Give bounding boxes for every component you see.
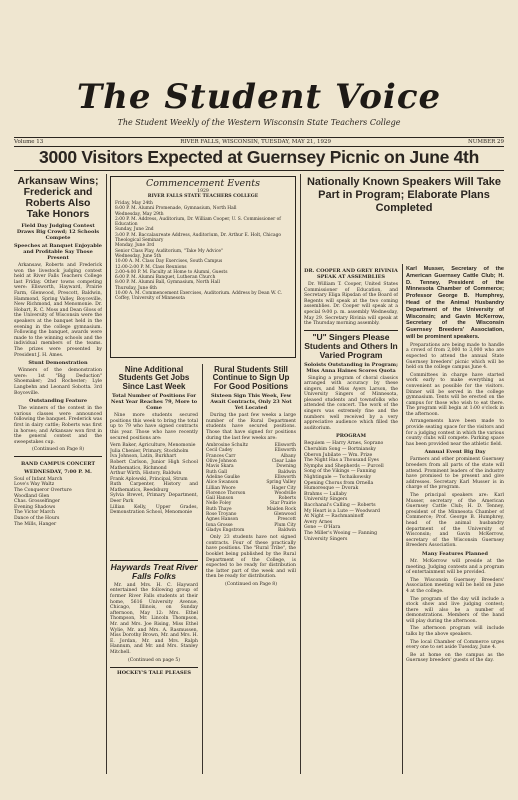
rural-article: [206, 366, 296, 776]
school-location: Clear Lake: [271, 459, 296, 465]
guernsey-body-5: The principal speakers are: Karl Musser, secretary of the American Guernsey Cattle Club; H. D. Tenney, president of the Minnesota Chamber of Commerce; Prof. George B. Humphrey, head of the animal husbandry department of the University of Wisconsin; and Gavin McKerrow, secretary of the Wisconsin Guernsey Breeders Association.: [406, 493, 504, 549]
commencement-event: 2:00-4:00 P. M. Faculty at Home to Alumni, Guests: [115, 269, 228, 275]
column-rule: [402, 264, 403, 774]
masthead-subtitle: The Student Weekly of the Western Wisconsin State Teachers College: [117, 118, 401, 127]
position-entry: Ruth Carpenter, History and Mathematics, Reedsburg: [110, 482, 198, 493]
nine-positions-list: [110, 443, 198, 516]
rural-continued: (Continued on Page 8): [224, 581, 278, 587]
masthead-title: The Student Voice: [76, 77, 442, 117]
program-item: The Night Has a Thousand Eyes: [304, 458, 379, 464]
student-name: Ruth Thaye: [206, 506, 232, 512]
band-concert-box: [14, 456, 102, 527]
student-name: Agnes Hanson: [206, 517, 239, 523]
stunt-heading: Stunt Demonstration: [28, 360, 88, 367]
position-entry: Sylvia Brevet, Primary Department, Deer Park: [110, 493, 198, 505]
commencement-title: Commencement Events: [145, 178, 260, 189]
commencement-event: 8:00 P. M. Alumni Promenade, Gymnasium, North Hall: [115, 206, 237, 212]
program-item: Oberon Jubilate — Wm. Prize: [304, 452, 373, 458]
band-program-item: Evening Shadows: [14, 504, 56, 510]
band-concert-date: WEDNESDAY, 7:00 P. M.: [24, 468, 92, 475]
program-item: Bacchanal's Calling — Roberts: [304, 502, 376, 508]
commencement-box: [110, 176, 296, 358]
nine-headline: Nine Additional Students Get Jobs Since Last Week: [118, 366, 190, 391]
commencement-event: 6:00 P. M. Alumni Banquet, Lutheran Church: [115, 275, 216, 281]
student-name: Cecil Cadey: [206, 448, 233, 454]
commencement-event: Wednesday, May 29th: [115, 211, 164, 217]
guernsey-body-7: The Wisconsin Guernsey Breeders' Association meeting will be held on June 4 at the college.: [406, 577, 504, 594]
program-item: Nightingale — Tschaikowsky: [304, 475, 372, 481]
guernsey-body-3: Arrangements have been made to provide seating space for the visitors and for a judging contest in which the various county clubs will compete. Parking space has been provided near the athletic field.: [406, 419, 504, 447]
result-body: The winners of the contest in the various classes were announced following the banquet. Frederick was first in dairy cattle; Roberts was first in horses; and Arkansaw won first in the general contest and the sweepstakes cup.: [14, 406, 102, 445]
commencement-event: 10:00 A. M. Class Day Exercises, South Campus: [115, 259, 223, 265]
school-location: Glenwood: [273, 512, 296, 517]
commencement-event: Friday, May 24th: [115, 200, 153, 206]
band-program-item: The Conqueror Overture: [14, 488, 72, 494]
rural-positions-list: [206, 443, 296, 533]
position-entry: Arthur Wirth, History, Baldwin: [110, 471, 182, 477]
student-name: Iona Grosse: [206, 522, 233, 528]
student-name: Gladys Engstrom: [206, 527, 245, 533]
school-location: Baldwin: [277, 527, 296, 533]
arkansaw-article: [14, 176, 102, 776]
program-item: University Singers: [304, 497, 348, 503]
cooper-heading: DR. COOPER AND GREY RIVINIA SPEAK AT ASSEMBLIES: [304, 268, 398, 280]
arkansaw-subhead-2: Speeches at Banquet Enjoyable and Profitable Say Those Present: [14, 243, 102, 262]
arkansaw-continued: (Continued on Page 8): [31, 447, 85, 453]
school-location: Spring Valley: [266, 480, 296, 486]
commencement-event: 8:00 P. M. Alumni Ball, Gymnasium, North Hall: [115, 280, 220, 286]
commencement-event: Wednesday, June 5th: [115, 253, 162, 259]
student-name: Gail Hanson: [206, 496, 234, 502]
student-name: Florence Thorson: [206, 490, 246, 496]
school-location: Star Prairie: [269, 501, 296, 507]
program-item: Cherubim Song — Bortniansky: [304, 447, 376, 453]
volume-number: Volume 13: [14, 139, 44, 145]
singers-body: Singing a program of choral classics arranged with accuracy by these singers, and Miss Ayers Larson, the University Singers of Minnesota, pleased students and townsfolks who attended the concert. The work of the singers was extremely fine and the numbers well received by a very appreciative audience which filled the auditorium.: [304, 375, 398, 431]
school-location: Roberts: [278, 496, 296, 502]
program-item: Gone — O'Hara: [304, 525, 341, 531]
school-location: Ellsworth: [274, 443, 296, 449]
commencement-school: RIVER FALLS STATE TEACHERS COLLEGE: [147, 193, 259, 199]
student-name: Lillian Woore: [206, 485, 236, 491]
issue-number: NUMBER 29: [467, 139, 504, 145]
school-location: Downing: [276, 464, 296, 470]
program-item: Opening Chorus from Ornella: [304, 480, 374, 486]
band-program-item: Dance of the Hours: [14, 516, 60, 522]
place-date: RIVER FALLS, WISCONSIN, TUESDAY, MAY 21, 1929: [180, 139, 332, 145]
band-program-item: The Victor March: [14, 510, 55, 516]
column-rule: [106, 174, 107, 774]
rural-body: During the past few weeks a large number of the Rural Department students have secured positions. Those that have signed for positions during the last few weeks are:: [206, 413, 296, 441]
school-location: Baldwin: [277, 469, 296, 475]
rural-tail: Only 23 students have not signed contracts. Four of these practically have positions. The "Rural Tribe", the booklet being published by the Rural Department of the College, is expected to be ready for distribution the latter part of the week and will then be ready for distribution.: [206, 535, 296, 580]
guernsey-body-4: Farmers and other prominent Guernsey breeders from all parts of the state will attend. Prominent leaders of the industry have promised to be present and give addresses. Secretary Karl Musser is in charge of the program.: [406, 457, 504, 491]
cooper-body: Dr. William T. Cooper, United States Commissioner of Education, and Secretary Eliga Ripsdan of the Board of Regents will speak at the two coming assemblies. Dr. Cooper will speak at a special 9:00 p. m. assembly Wednesday, May 29. Secretary Rivinia will speak at the Thursday morning assembly.: [304, 282, 398, 327]
masthead: [14, 78, 504, 127]
guernsey-body-6: Mr. McKerrow will preside at the meeting. Judging contests and a program of entertainment will be provided.: [406, 558, 504, 576]
arkansaw-headline: Arkansaw Wins; Frederick and Roberts Also Take Honors: [17, 176, 99, 221]
singers-headline: "U" Singers Please Students and Others In Varied Program: [304, 331, 398, 360]
result-heading: Outstanding Feature: [28, 398, 88, 405]
position-entry: Frank Aplowski, Principal, Strum: [110, 476, 188, 482]
program-item: University Singers: [304, 536, 348, 542]
program-item: Brahms — Lullaby: [304, 491, 347, 497]
nine-students-article: [110, 366, 198, 556]
student-name: Alice Swanson: [206, 480, 239, 486]
haywards-headline: Haywards Treat River Falls Folks: [110, 562, 198, 581]
position-entry: Iva Johnson, Latin, Burkhart: [110, 454, 177, 460]
haywards-body: Mr. and Mrs. H. C. Hayward entertained the following group of former River Falls students at their home, 5616 University Avenue, Chicago, Illinois, on Sunday afternoon, May 12: Mrs. Ethel Thompson, Mr. Lincoln Thompson, Mr. and Mrs. Joe Rising, Miss Ethel Wylie, Mr. and Mrs. A. Rasmussen, Miss Dorothy Brown, Mr. and Mrs. H. E. Jordan, Mr. and Mrs. Ralph Hannum, and Mr. and Mrs. Stanley Mitchell.: [110, 582, 198, 655]
program-item: Avery Arnes: [304, 519, 333, 525]
commencement-event: 10:00 A. M. Commencement Exercises, Auditorium. Address by Dean W. C. Coffey, University of Minnesota: [115, 291, 283, 302]
commencement-event: Monday, June 3rd: [115, 243, 155, 249]
school-location: Hager City: [271, 485, 296, 491]
school-location: Albany: [280, 453, 296, 459]
student-name: Mavis Skara: [206, 464, 234, 470]
nine-body: Nine more students secured positions this week to bring the total up to 79 who have signed contracts this year. Those who have recently secured positions are:: [110, 413, 198, 441]
commencement-events-list: [115, 201, 291, 302]
haywards-article: [110, 560, 198, 774]
arkansaw-body: Arkansaw, Roberts and Frederick won the livestock judging contest held at River Falls Teachers College last Friday. Other towns competing were: Ellsworth, Hayward, Prairie Farm, Glenwood, Prescott, Baldwin, Hammond, Spring Valley, Boyceville, New Richmond, and Menomonie. Dr. Hobart, R. C. Moss and Dean Gloss of the University of Wisconsin were the speakers at the banquet held in the evening in the college gymnasium. Following the banquet, awards were made to the winning schools and the individual members of the teams. The prizes were presented by President J. H. Ames.: [14, 263, 102, 358]
guernsey-body-11: Be at home on the campus as the Guernsey breeders' guests of the day.: [406, 652, 504, 664]
features-heading: Many Features Planned: [422, 550, 488, 557]
nine-subhead: Total Number of Positions For Next Year Reaches 79, More to Come: [110, 393, 198, 412]
guernsey-speakers-column: [406, 266, 504, 776]
program-item: Song of the Vikings — Fanning: [304, 469, 376, 475]
commencement-year: 1929: [197, 188, 209, 194]
singers-program-list: [304, 441, 398, 542]
school-location: Ellsworth: [274, 448, 296, 454]
student-name: Adeline Gaulke: [206, 474, 240, 480]
school-location: Maiden Rock: [266, 506, 296, 512]
position-entry: Julia Chenier, Primary, Stockholm: [110, 448, 189, 454]
nationally-headline: Nationally Known Speakers Will Take Part in Program; Elaborate Plans Completed: [306, 176, 502, 214]
commencement-event: Sunday, June 2nd: [115, 227, 154, 233]
student-name: Ambrosine Schultz: [206, 443, 248, 449]
school-location: Ellsworth: [274, 474, 296, 480]
program-heading: PROGRAM: [335, 433, 367, 440]
student-name: Rose Troyano: [206, 512, 237, 517]
column-rule: [300, 174, 301, 774]
program-item: Requiem — Harry Arnes, Soprano: [304, 441, 384, 447]
guernsey-body-10: The local Chamber of Commerce urges every one to set aside Tuesday, June 4.: [406, 639, 504, 651]
band-program-item: Soul of Infant March: [14, 476, 63, 482]
school-location: Woodville: [274, 490, 296, 496]
position-entry: Lillian Kelly, Upper Grades, Demonstration School, Menomonie: [110, 504, 198, 516]
annual-event-heading: Annual Event Big Day: [424, 449, 486, 456]
banner-headline: 3000 Visitors Expected at Guernsey Picnic on June 4th: [14, 146, 504, 171]
band-program-item: Woodland Glen: [14, 493, 50, 499]
commencement-event: 3:00 P. M. Baccalaureate Address, Auditorium, Dr. Arthur E. Holt, Chicago Theological Seminary: [115, 232, 282, 244]
school-location: Plum City: [274, 522, 296, 528]
band-concert-title: BAND CAMPUS CONCERT: [20, 460, 96, 467]
commencement-event: 12:00-2:00 P. M. Class Reunions: [115, 264, 187, 270]
musser-heading: Karl Musser, Secretary of the American Guernsey Cattle Club; H. D. Tenney, President of the Minnesota Chamber of Commerce; Professor George B. Humphrey, Head of the Animal Husbandry Department of the University of Wisconsin; and Gavin McKerrow, Secretary of the Wisconsin Guernsey Breeders' Association, will be prominent speakers.: [406, 266, 504, 340]
position-entry: Robert Carlson, Junior High School Mathematics, Richmond: [110, 459, 198, 471]
guernsey-body-9: The afternoon program will include talks by the above speakers.: [406, 626, 504, 638]
student-name: Frances Carr: [206, 453, 236, 459]
hockey-headline: HOCKEY'S TALE PLEASES: [110, 667, 198, 676]
commencement-event: Thursday, June 6th: [115, 285, 157, 291]
band-program-item: The Mills, Hanger: [14, 521, 57, 527]
band-program-item: Love's Way Waltz: [14, 482, 55, 488]
guernsey-body-2: Committees in charge have started work early to make everything as convenient as possible for the visitors. Dinner will be served in the college gymnasium. Tents will be erected on the campus for those who wish to eat there. The program will begin at 1:00 o'clock in the afternoon.: [406, 372, 504, 417]
student-name: Ruth Gall: [206, 469, 228, 475]
student-name: Olive Johnson: [206, 459, 237, 465]
arkansaw-subhead: Field Day Judging Contest Draws Big Crowd; 12 Schools Compete: [16, 223, 100, 242]
speakers-singers-column: [304, 266, 398, 776]
band-program-item: Chas. Grosselfinger: [14, 499, 60, 505]
program-item: Nymphs and Shepherds — Purcell: [304, 463, 384, 469]
program-item: The Miller's Wooing — Fanning: [304, 530, 378, 536]
column-rule: [202, 364, 203, 774]
guernsey-body-8: The program of the day will include a stock show and live judging contest; there will also be a number of demonstrations. Members of the band will play during the afternoon.: [406, 596, 504, 624]
program-item: At Night — Rachmaninoff: [304, 514, 364, 520]
band-program-list: [14, 477, 102, 527]
commencement-event: Senior Class Play, Auditorium, "Take My Advice": [115, 248, 224, 254]
rural-position-row: [206, 528, 296, 533]
program-item: My Heart is a Lute — Woodward: [304, 508, 380, 514]
stunt-body: Winners of the demonstration were: 1st "Big Deduction" Shoemaker; 2nd Rochester; Lyle Langbehn and Leonard Sobotta. 3rd Boyceville.: [14, 368, 102, 396]
position-entry: Vern Baker, Agriculture, Menomonie: [110, 443, 196, 449]
school-location: Prescott: [277, 517, 296, 523]
program-item: Humoresque — Dvorak: [304, 486, 359, 492]
commencement-event: 2:00 P. M. Address, Auditorium, Dr. William Cooper, U. S. Commissioner of Education: [115, 216, 281, 228]
rural-headline: Rural Students Still Continue to Sign Up For Good Positions: [212, 366, 290, 391]
haywards-continued: (Continued on page 5): [127, 657, 181, 663]
singers-subhead: Soloists Outstanding in Program; Miss Anna Haines Scores Quota: [304, 361, 398, 374]
rural-subhead: Sixteen Sign This Week, Few Await Contracts, Only 23 Not Yet Located: [210, 393, 292, 412]
guernsey-body-1: Preparations are being made to handle a crowd of from 2,000 to 3,000 who are expected to attend the annual State Guernsey breeders' picnic which will be held on the college campus June 4.: [406, 342, 504, 371]
student-name: Nelle Foley: [206, 501, 232, 507]
nationally-headline-block: [304, 176, 504, 260]
